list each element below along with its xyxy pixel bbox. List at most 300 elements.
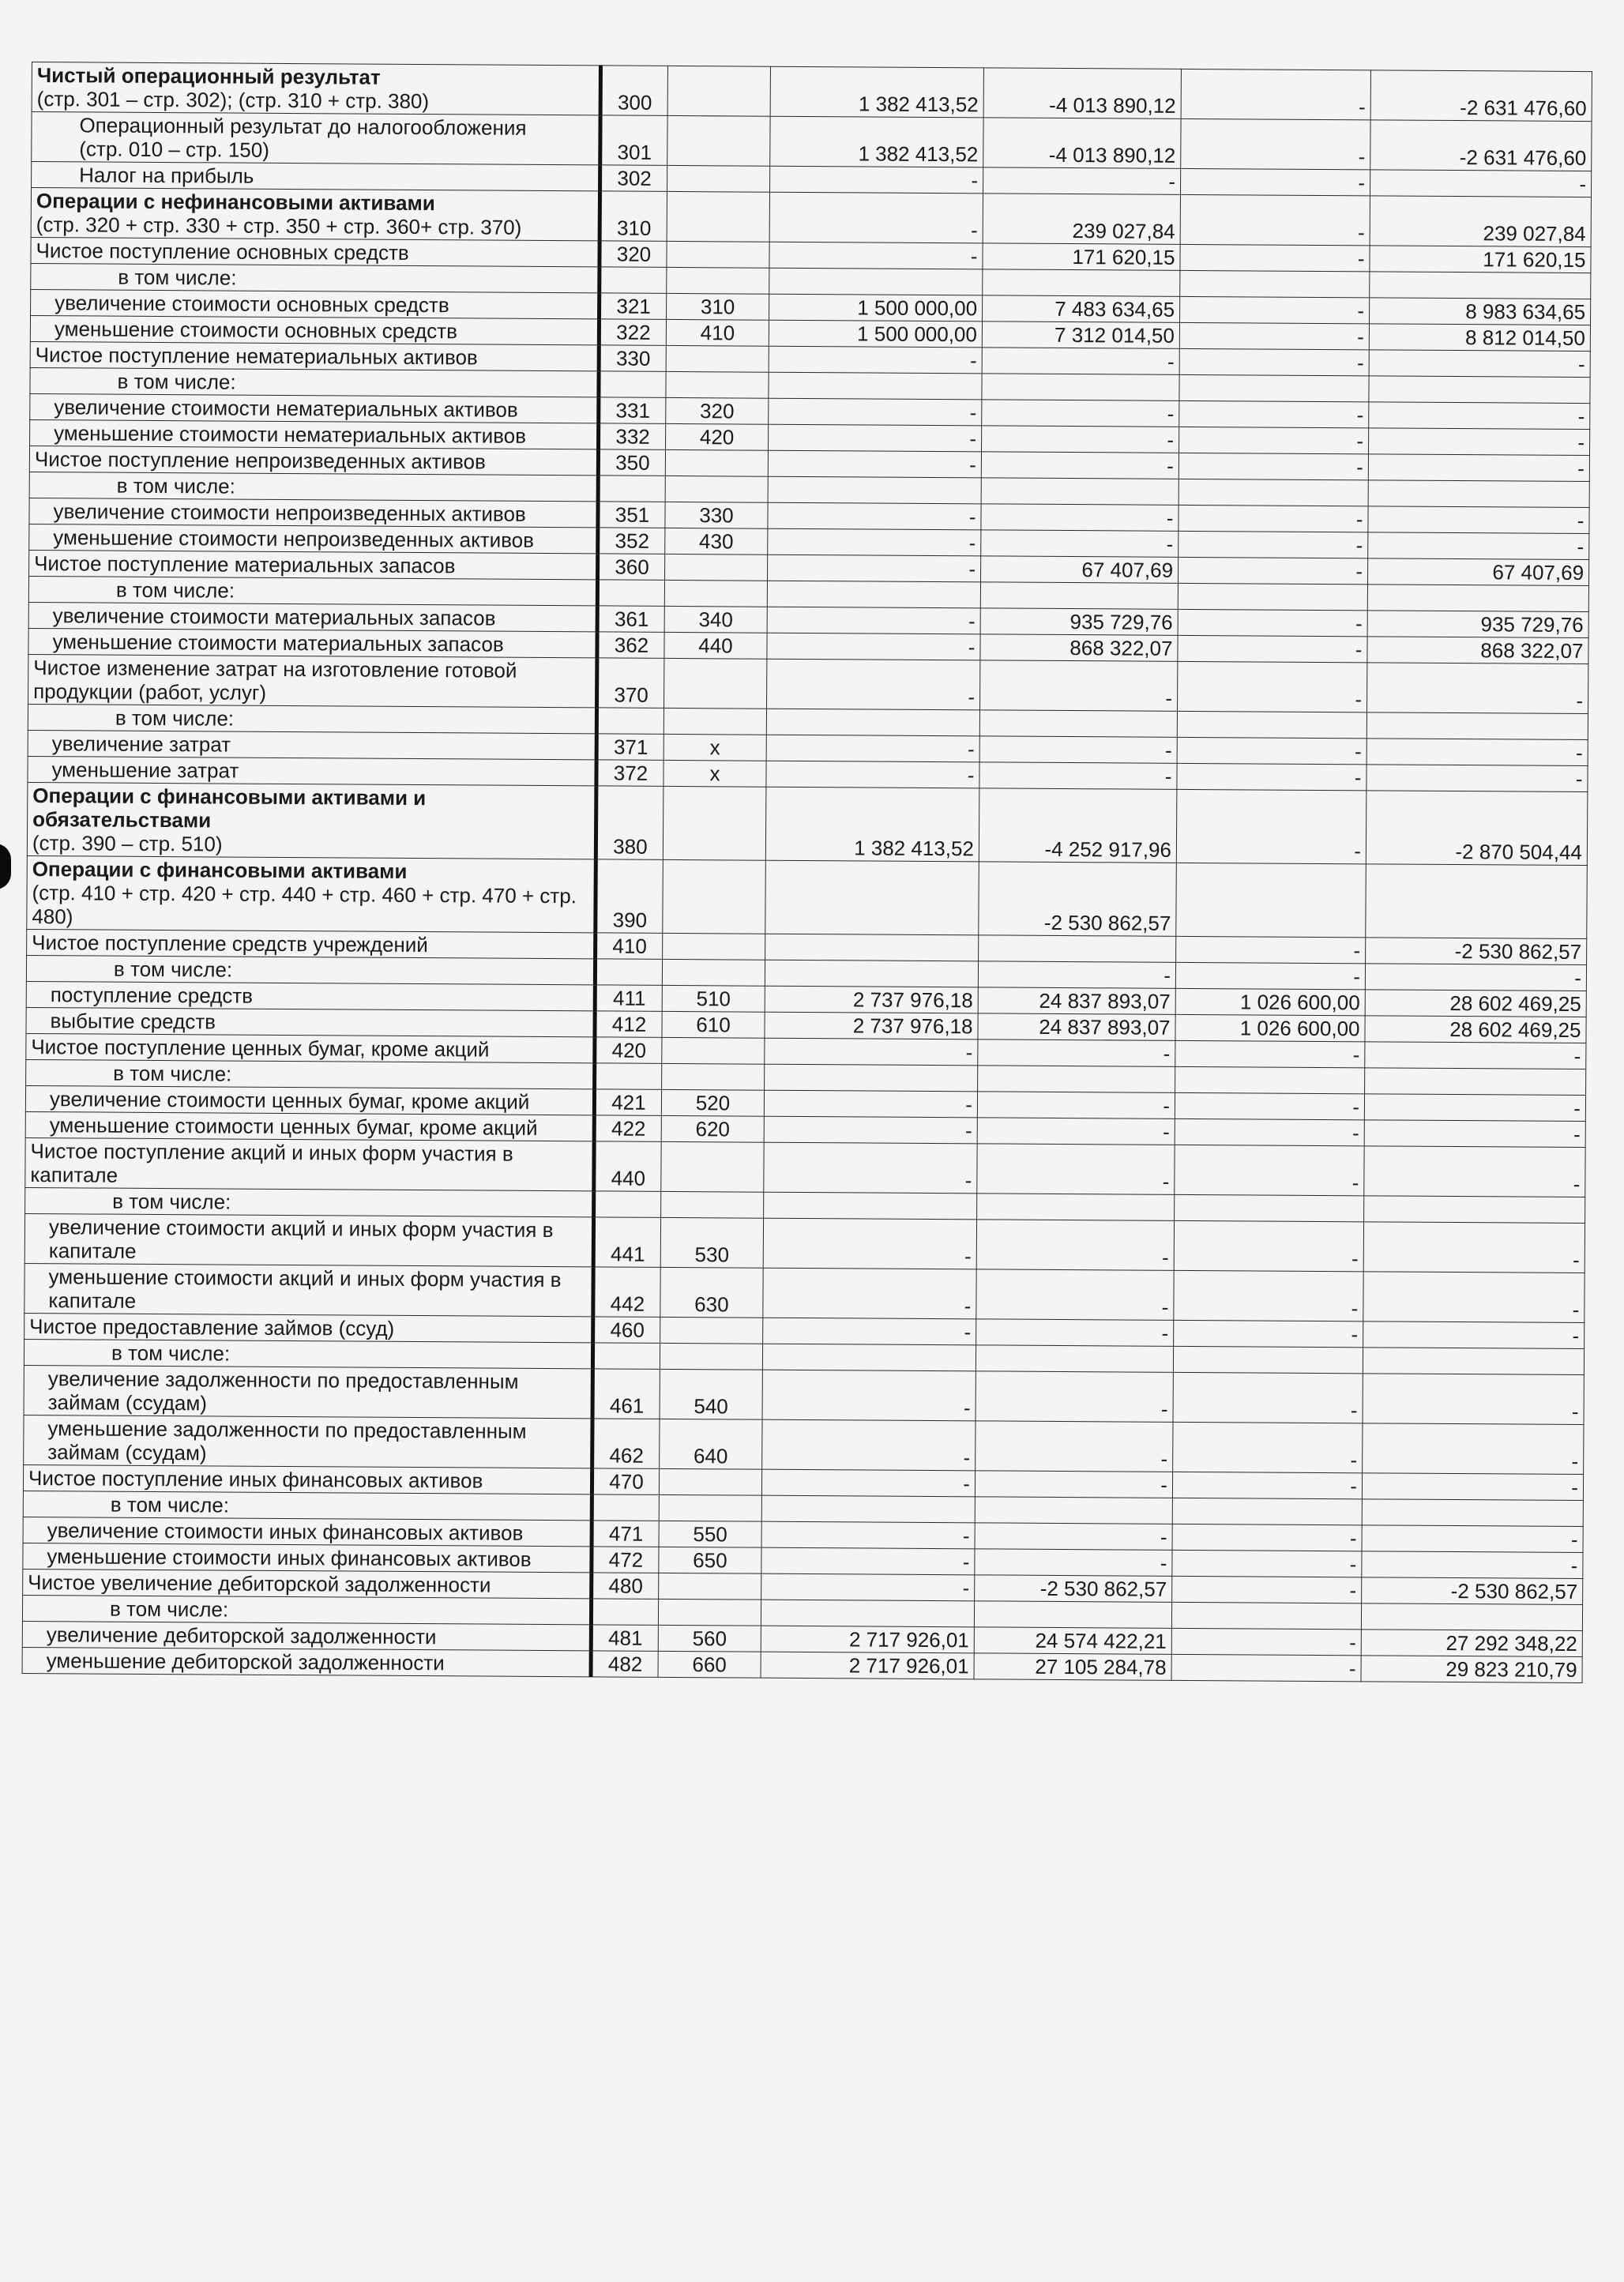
row-kosgu-code: 340 [664,606,767,633]
value-targeted-funds: - [768,450,981,478]
value-targeted-funds [769,268,983,295]
row-label-text: поступление средств [50,983,254,1008]
row-label-sub: (стр. 410 + стр. 420 + стр. 440 + стр. 460 + стр. 470 + стр. 480) [32,881,577,929]
row-label [25,1187,594,1216]
row-code [597,580,664,607]
row-label-text: уменьшение стоимости непроизведенных активов [53,525,535,552]
value-state-assignment [978,1066,1175,1093]
value-income-activity: - [1172,1576,1362,1603]
value-total [1366,864,1588,939]
value-targeted-funds: 2 737 976,18 [765,1012,978,1039]
row-label [27,782,596,859]
value-total: -2 530 862,57 [1362,1577,1583,1605]
value-total: - [1364,1120,1585,1148]
row-label-text: уменьшение задолженности по предоставленным займам (ссудам) [47,1416,527,1465]
row-label-text: Операции с нефинансовыми активами [36,189,435,216]
row-code: 362 [597,632,664,659]
table-row [24,1213,1585,1273]
row-label-text: уменьшение стоимости материальных запасов [52,630,504,656]
row-code [591,1599,658,1626]
row-kosgu-code: 410 [666,319,769,346]
value-total: - [1368,506,1589,534]
row-code: 422 [594,1115,661,1142]
row-label [24,1263,593,1316]
row-label-text: Чистое поступление акций и иных форм участия в капитале [30,1139,513,1187]
row-label-text: уменьшение стоимости нематериальных активов [54,421,527,448]
value-targeted-funds: - [767,659,980,710]
row-kosgu-code [663,859,766,934]
value-income-activity: - [1179,505,1368,532]
row-label [30,341,599,370]
row-code: 302 [600,165,667,192]
row-label-text: уменьшение дебиторской задолженности [46,1649,445,1675]
row-label [30,419,599,449]
value-income-activity: - [1172,1524,1362,1551]
row-kosgu-code: x [664,734,766,761]
row-code: 351 [598,502,665,528]
row-code: 350 [598,449,665,476]
row-label-text: Чистое поступление иных финансовых активов [28,1466,483,1493]
binder-hole-mark [0,844,11,889]
value-income-activity [1180,270,1370,297]
value-targeted-funds: - [761,1521,975,1549]
value-total [1370,272,1591,299]
value-income-activity [1179,479,1368,506]
row-label-text: увеличение стоимости материальных запасов [52,603,496,630]
row-kosgu-code: 440 [664,632,767,659]
value-targeted-funds: - [765,1038,978,1066]
row-label-text: Чистое предоставление займов (ссуд) [29,1314,395,1340]
value-targeted-funds [765,960,978,987]
row-label [23,1569,592,1598]
value-total: - [1366,663,1588,714]
value-targeted-funds [761,1495,975,1523]
row-code [592,1343,660,1370]
value-total [1366,712,1588,740]
report-sheet [22,62,1592,1683]
value-total: -2 870 504,44 [1366,791,1588,866]
value-total: -2 631 476,60 [1370,120,1592,171]
row-code: 332 [599,423,666,450]
value-targeted-funds: - [764,1142,977,1194]
row-kosgu-code: 510 [662,985,765,1012]
row-label-text: Чистое поступление непроизведенных активов [34,447,486,474]
row-kosgu-code: 420 [666,423,769,450]
value-targeted-funds: - [769,242,983,269]
row-label [22,1647,591,1676]
row-code [598,476,665,502]
row-label-text: уменьшение стоимости акций и иных форм участия в капитале [48,1265,562,1313]
row-label-text: в том числе: [115,577,235,603]
value-income-activity [1171,1602,1361,1629]
value-income-activity: - [1175,1040,1365,1067]
row-label-text: в том числе: [113,957,233,982]
value-targeted-funds: - [766,761,979,788]
row-kosgu-code: 310 [667,293,769,320]
table-row [28,654,1588,713]
row-kosgu-code: 560 [658,1625,761,1652]
value-income-activity: 1 026 600,00 [1175,1014,1365,1041]
value-state-assignment [975,1497,1172,1524]
row-kosgu-code [667,241,769,268]
row-label-text: уменьшение затрат [51,758,239,783]
table-row [27,855,1588,938]
value-total: - [1364,1146,1585,1197]
row-label-text: уменьшение стоимости основных средств [54,317,458,344]
row-label [24,1213,593,1266]
row-label [25,1111,594,1141]
row-code: 420 [595,1037,662,1064]
row-label-text: в том числе: [112,1189,231,1214]
value-targeted-funds: - [761,1573,975,1601]
value-total [1364,1196,1585,1224]
row-label [28,704,596,733]
value-total: - [1368,532,1589,560]
row-kosgu-code [666,371,769,398]
value-total: - [1365,1042,1586,1070]
value-state-assignment: - [981,530,1179,558]
value-state-assignment: 67 407,69 [980,556,1178,584]
value-total [1368,480,1589,508]
row-label-text: Чистое поступление основных средств [36,239,409,265]
value-total: - [1363,1423,1584,1475]
row-label-text: увеличение стоимости непроизведенных активов [53,499,526,526]
row-code: 441 [593,1217,660,1268]
row-label-text: увеличение дебиторской задолженности [46,1622,437,1649]
value-targeted-funds: - [763,1218,976,1269]
row-kosgu-code: x [664,760,766,787]
value-income-activity [1175,1066,1365,1093]
value-targeted-funds: 1 500 000,00 [769,294,983,321]
row-label [24,1415,592,1468]
row-label-text: Налог на прибыль [79,163,254,188]
value-state-assignment: - [976,1269,1174,1321]
value-income-activity [1177,711,1366,738]
value-total: -2 530 862,57 [1366,938,1587,965]
row-label [28,756,596,785]
row-kosgu-code [664,580,767,607]
row-label [27,929,596,958]
value-state-assignment: 7 312 014,50 [982,321,1179,349]
row-label [26,981,595,1010]
row-label-text: Чистый операционный результат [36,63,381,89]
value-total: - [1362,1473,1583,1501]
row-kosgu-code: 650 [659,1547,761,1573]
value-state-assignment: -2 530 862,57 [979,862,1177,937]
value-income-activity: - [1181,69,1370,119]
row-code: 371 [596,734,664,761]
row-kosgu-code [665,449,768,476]
row-label-text: в том числе: [116,473,235,498]
value-income-activity [1173,1346,1363,1373]
value-income-activity: - [1171,1628,1361,1655]
value-income-activity: - [1178,609,1367,636]
row-kosgu-code [663,786,766,860]
row-label [28,628,597,657]
row-label-sub: (стр. 390 – стр. 510) [32,831,223,856]
value-income-activity: - [1172,1472,1362,1498]
row-label [31,188,600,241]
value-state-assignment: - [979,736,1177,764]
value-targeted-funds: 1 382 413,52 [765,787,979,862]
value-income-activity: - [1175,1092,1364,1119]
value-income-activity: - [1174,1270,1363,1321]
row-code: 360 [598,554,665,581]
value-targeted-funds [766,709,979,736]
value-state-assignment [979,710,1177,738]
row-kosgu-code [660,1343,762,1370]
value-total: 28 602 469,25 [1365,1016,1586,1043]
value-state-assignment: 7 483 634,65 [983,295,1180,323]
value-state-assignment: - [976,1421,1173,1472]
row-kosgu-code: 330 [665,502,768,528]
row-code: 442 [593,1267,660,1318]
row-label [23,1464,592,1494]
value-state-assignment: 24 574 422,21 [974,1627,1171,1655]
row-label [24,1339,592,1368]
row-label [31,289,600,318]
value-state-assignment: - [977,1144,1175,1195]
value-state-assignment: -4 013 890,12 [983,118,1181,169]
row-code: 462 [592,1419,660,1469]
value-state-assignment [979,935,1176,963]
value-targeted-funds [765,1064,978,1092]
row-kosgu-code [667,66,770,116]
row-kosgu-code [667,267,769,294]
value-state-assignment: - [977,1118,1175,1145]
value-income-activity: - [1172,1550,1362,1577]
row-kosgu-code [662,1037,765,1064]
row-kosgu-code: 620 [661,1115,764,1142]
row-label-sub: (стр. 320 + стр. 330 + стр. 350 + стр. 360+ стр. 370) [36,212,522,239]
value-targeted-funds [767,581,980,608]
value-state-assignment: -4 252 917,96 [979,788,1177,863]
value-income-activity: - [1177,763,1366,790]
row-label [31,263,600,292]
value-targeted-funds: - [769,192,983,243]
value-income-activity [1175,1194,1364,1221]
row-kosgu-code: 540 [660,1369,762,1419]
row-kosgu-code: 320 [666,397,769,424]
row-code: 331 [599,397,666,424]
row-kosgu-code [667,165,770,192]
value-state-assignment [983,269,1180,297]
row-label-text: в том числе: [110,1492,230,1517]
value-state-assignment: - [982,348,1179,375]
value-total: - [1363,1222,1585,1273]
value-income-activity [1176,863,1366,937]
row-kosgu-code [665,476,768,502]
value-total: 29 823 210,79 [1361,1656,1582,1683]
value-income-activity: - [1173,1422,1363,1472]
value-state-assignment: - [982,426,1179,453]
value-state-assignment [980,582,1178,610]
row-kosgu-code: 660 [658,1651,761,1678]
row-code [599,371,666,398]
row-code: 352 [598,528,665,555]
value-targeted-funds: - [762,1370,976,1421]
value-state-assignment: - [976,1371,1173,1423]
value-state-assignment: - [976,1220,1174,1271]
value-state-assignment: 24 837 893,07 [978,987,1175,1015]
row-code [592,1494,659,1521]
value-income-activity: - [1179,453,1368,479]
value-targeted-funds [765,860,979,935]
row-kosgu-code [659,1468,761,1495]
row-label-text: в том числе: [117,369,236,394]
row-label [23,1491,592,1520]
row-code: 322 [599,319,666,346]
row-label [30,367,599,397]
row-label-text: в том числе: [118,265,237,290]
value-targeted-funds [769,372,982,400]
row-code: 472 [592,1547,659,1573]
value-total: - [1369,350,1590,378]
row-label [26,1007,595,1036]
row-label-text: Чистое поступление нематериальных активов [35,343,478,370]
row-label-text: в том числе: [115,705,235,731]
row-code: 421 [594,1089,661,1116]
row-code: 412 [595,1011,662,1038]
row-code: 301 [600,115,667,166]
row-label [30,315,599,344]
value-total [1362,1499,1583,1527]
row-kosgu-code [665,554,768,581]
value-state-assignment: - [976,1319,1174,1347]
row-kosgu-code [667,115,770,166]
row-label-text: в том числе: [113,1061,232,1086]
value-state-assignment: -4 013 890,12 [983,68,1181,119]
row-code: 310 [600,191,667,242]
row-kosgu-code [660,1317,763,1344]
value-total [1367,585,1588,612]
row-kosgu-code [661,1141,764,1192]
value-targeted-funds [768,476,981,504]
row-kosgu-code [662,959,765,986]
row-code: 390 [596,859,664,934]
value-income-activity [1178,583,1367,610]
value-total: 171 620,15 [1370,246,1591,273]
row-code: 321 [600,293,667,320]
row-kosgu-code [666,345,769,372]
value-income-activity: - [1171,1654,1361,1681]
row-label-text: Операционный результат до налогообложения [79,113,527,140]
row-label-text: увеличение стоимости иных финансовых активов [47,1518,524,1545]
value-income-activity: - [1181,118,1370,169]
row-kosgu-code [659,1494,761,1521]
row-label [28,602,597,631]
value-total: - [1362,1525,1583,1553]
row-label [22,1621,591,1650]
row-label [32,162,600,191]
row-code: 480 [592,1573,659,1600]
value-state-assignment: -2 530 862,57 [975,1575,1172,1603]
row-label-text: в том числе: [109,1596,229,1622]
row-label [31,237,600,266]
table-row [31,188,1591,247]
value-state-assignment: - [979,762,1177,790]
row-kosgu-code: 640 [660,1419,762,1469]
table-row [32,62,1592,122]
row-kosgu-code [664,658,767,709]
row-label-text: Чистое изменение затрат на изготовление готовой продукции (работ, услуг) [33,656,517,705]
row-code: 320 [600,241,667,268]
value-targeted-funds: - [763,1318,976,1345]
value-total: - [1363,1272,1585,1323]
row-code: 460 [593,1317,660,1344]
value-targeted-funds: - [761,1547,975,1575]
row-label-text: увеличение стоимости основных средств [55,291,449,318]
value-targeted-funds: - [763,1268,976,1319]
row-label-text: Чистое поступление материальных запасов [34,551,456,578]
value-state-assignment: - [982,400,1179,427]
row-label-text: Операции с финансовыми активами и обязательствами [32,784,427,833]
row-label-text: Чистое поступление средств учреждений [32,930,428,957]
value-income-activity: - [1175,1118,1364,1145]
value-state-assignment: - [978,961,1175,989]
row-kosgu-code: 630 [660,1267,763,1318]
value-income-activity: - [1176,936,1366,963]
row-label-text: Чистое увеличение дебиторской задолженности [28,1570,491,1597]
row-label-text: увеличение стоимости нематериальных активов [54,395,518,422]
table-row [25,1137,1585,1197]
row-label [26,1059,595,1088]
value-state-assignment: 24 837 893,07 [978,1013,1175,1041]
value-state-assignment: 935 729,76 [980,608,1178,636]
row-kosgu-code: 520 [661,1089,764,1116]
value-state-assignment: - [981,504,1179,532]
value-total: - [1366,765,1588,792]
row-label-sub: (стр. 301 – стр. 302); (стр. 310 + стр. 380) [36,87,430,114]
value-targeted-funds: - [768,528,981,556]
value-income-activity: - [1178,557,1367,584]
value-total: - [1364,1094,1585,1122]
value-income-activity [1179,374,1369,401]
row-label [26,955,595,984]
value-state-assignment: 27 105 284,78 [974,1653,1171,1681]
value-total: 868 322,07 [1367,637,1588,664]
value-targeted-funds: 1 382 413,52 [770,116,983,167]
row-label [29,472,598,501]
row-label [23,1517,592,1546]
row-label [26,1033,595,1062]
value-targeted-funds [761,1600,974,1627]
table-row [27,782,1588,865]
value-income-activity: - [1175,962,1365,989]
value-total: 8 812 014,50 [1369,324,1590,352]
value-targeted-funds: 2 737 976,18 [765,986,978,1013]
value-income-activity: - [1179,531,1368,558]
row-code: 330 [599,345,666,372]
value-state-assignment [976,1345,1173,1373]
row-code [595,959,662,986]
row-label [29,498,598,527]
value-state-assignment [977,1194,1175,1221]
value-total [1365,1068,1586,1096]
value-total: 28 602 469,25 [1365,990,1586,1017]
row-label-text: увеличение стоимости ценных бумаг, кроме акций [49,1087,530,1114]
table-row [32,112,1592,171]
row-kosgu-code [667,191,769,242]
row-label [23,1543,592,1572]
row-label [28,576,597,605]
value-total [1363,1348,1584,1375]
value-income-activity: - [1174,1220,1363,1271]
row-label [32,62,600,115]
value-state-assignment [981,478,1179,506]
value-targeted-funds: - [767,633,980,660]
value-state-assignment: 239 027,84 [983,194,1180,245]
